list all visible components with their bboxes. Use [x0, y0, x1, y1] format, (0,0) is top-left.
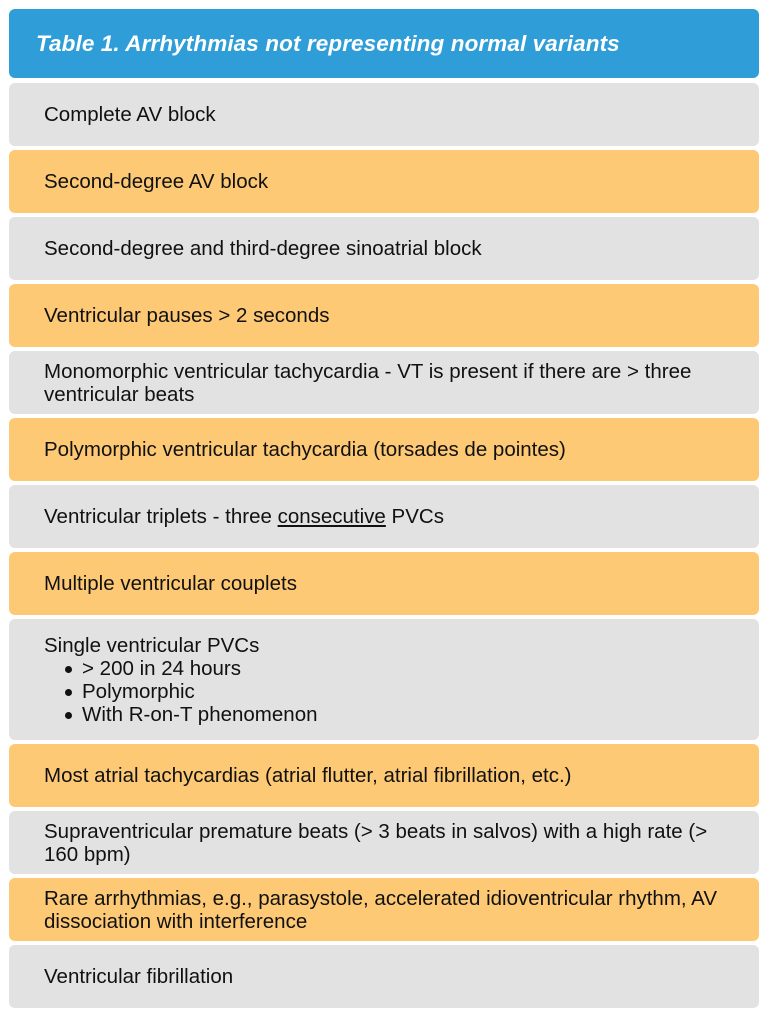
table-row — [9, 485, 759, 548]
row-content — [44, 634, 318, 726]
underlined-word: consecutive — [277, 505, 386, 528]
table-row — [9, 878, 759, 941]
row-text: Monomorphic ventricular tachycardia - VT is present if there are > three ventricular beats — [44, 359, 692, 406]
bullet-item: > 200 in 24 hours — [44, 657, 318, 680]
table-row — [9, 619, 759, 740]
table-row — [9, 150, 759, 213]
row-text: Polymorphic ventricular tachycardia (torsades de pointes) — [44, 438, 566, 461]
bullet-item: Polymorphic — [44, 680, 318, 703]
row-text: Supraventricular premature beats (> 3 beats in salvos) with a high rate (> 160 bpm) — [44, 819, 708, 866]
bullet-list — [44, 657, 318, 726]
table-row — [9, 552, 759, 615]
table-row — [9, 418, 759, 481]
table-row — [9, 83, 759, 146]
row-text: Ventricular fibrillation — [44, 965, 234, 988]
table-header — [9, 9, 759, 78]
table-row — [9, 744, 759, 807]
row-text: Second-degree and third-degree sinoatrial block — [44, 237, 482, 260]
row-text: Complete AV block — [44, 103, 216, 126]
row-text: Rare arrhythmias, e.g., parasystole, accelerated idioventricular rhythm, AV dissociation with interference — [44, 886, 717, 933]
row-text: Ventricular pauses > 2 seconds — [44, 304, 330, 327]
row-text — [44, 505, 444, 528]
row-text: Multiple ventricular couplets — [44, 572, 297, 595]
table-title: Table 1. Arrhythmias not representing normal variants — [36, 30, 620, 56]
table-row — [9, 351, 759, 414]
bullet-item: With R-on-T phenomenon — [44, 703, 318, 726]
row-text-prefix: Ventricular triplets - three — [44, 505, 278, 528]
row-text: Second-degree AV block — [44, 170, 269, 193]
row-text: Most atrial tachycardias (atrial flutter, atrial fibrillation, etc.) — [44, 764, 572, 787]
table-row — [9, 284, 759, 347]
table-row — [9, 945, 759, 1008]
row-text-suffix: PVCs — [385, 505, 444, 528]
row-text: Single ventricular PVCs — [44, 633, 260, 657]
arrhythmia-table — [9, 9, 759, 1012]
table-row — [9, 217, 759, 280]
table-row — [9, 811, 759, 874]
